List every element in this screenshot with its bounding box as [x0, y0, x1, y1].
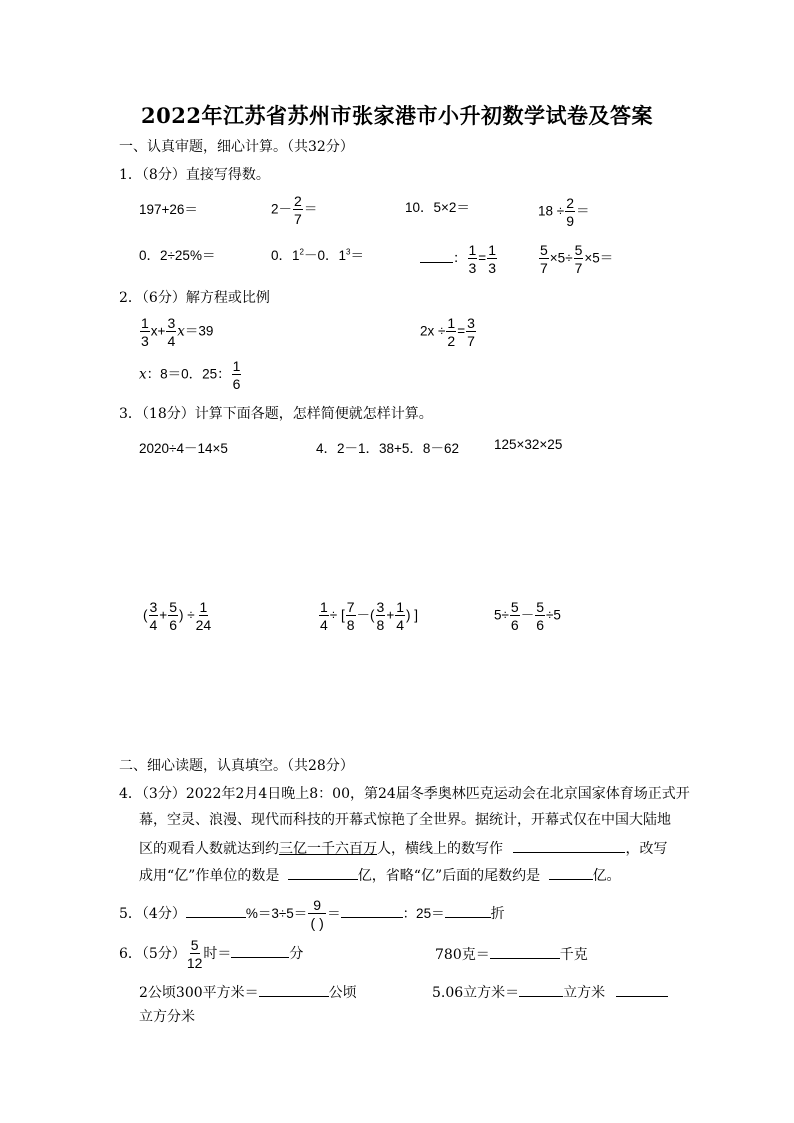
section-1-heading: 一、认真审题，细心计算。（共32分） [119, 139, 354, 155]
q1-item-d [538, 196, 589, 228]
denominator: 6 [510, 617, 519, 633]
q1-item-c: 10．5×2＝ [405, 200, 470, 215]
q3-item-5 [318, 600, 418, 632]
fraction [539, 243, 549, 275]
text: 2x ÷ [420, 323, 446, 339]
fraction [196, 600, 212, 632]
text: ＝ [327, 906, 341, 921]
q1-item-a: 197+26＝ [139, 202, 198, 217]
text: 亿，省略“亿”后面的尾数约是 [357, 868, 541, 884]
numerator: 1 [396, 599, 404, 615]
text: 0．1 [271, 248, 300, 263]
text: 2－ [271, 201, 293, 217]
answer-blank[interactable] [288, 865, 358, 880]
text: ) ÷ [178, 607, 195, 623]
denominator: 4 [167, 333, 176, 349]
text: ：25＝ [402, 906, 445, 921]
text: 5.06立方米＝ [432, 985, 520, 1001]
numerator: 5 [510, 599, 519, 615]
text: ÷ [ [329, 607, 345, 623]
q2-equation-3 [139, 359, 242, 391]
text: ＝ [350, 248, 364, 263]
fraction [293, 194, 303, 226]
denominator: 4 [320, 617, 328, 633]
denominator: 7 [540, 260, 548, 276]
question-3-label: 3．（18分）计算下面各题，怎样简便就怎样计算。 [119, 406, 433, 422]
numerator: 3 [167, 315, 176, 331]
answer-blank[interactable] [519, 982, 563, 997]
text: ＝39 [184, 323, 214, 339]
text: ：8＝0．25： [146, 366, 231, 382]
page-title: 2022年江苏省苏州市张家港市小升初数学试卷及答案 [141, 103, 653, 128]
denominator: 6 [169, 617, 177, 633]
text: ，改写 [625, 841, 668, 857]
fraction [395, 600, 405, 632]
denominator: 8 [346, 617, 355, 633]
variable: x [177, 323, 185, 340]
text: 2公顷300平方米＝ [139, 985, 259, 1001]
text: 折 [490, 906, 505, 922]
q3-item-4 [143, 600, 212, 632]
exponent: 2 [299, 247, 304, 257]
q4-line-3 [139, 838, 667, 858]
text: = [478, 250, 487, 266]
denominator: 7 [467, 333, 475, 349]
fraction [168, 600, 178, 632]
denominator: 2 [447, 333, 456, 349]
text: 分 [289, 946, 304, 962]
text: 成用“亿”作单位的数是 [139, 868, 280, 884]
denominator: 3 [141, 333, 149, 349]
denominator: 7 [574, 260, 583, 276]
denominator: 9 [566, 213, 574, 229]
q4-line-1: 4．（3分）2022年2月4日晚上8：00，第24届冬季奥林匹克运动会在北京国家体育场正式开 [119, 786, 690, 802]
text: 千克 [559, 947, 588, 963]
numerator: 1 [141, 315, 149, 331]
fraction [166, 316, 176, 348]
q1-item-f [271, 244, 364, 264]
text: %＝3÷5＝ [245, 906, 308, 921]
numerator: 3 [467, 315, 475, 331]
q2-equation-1 [139, 316, 213, 348]
text: = [457, 323, 466, 339]
text: + [159, 607, 168, 623]
answer-blank[interactable] [259, 982, 329, 997]
text: 时＝ [203, 946, 232, 962]
fraction [487, 243, 497, 275]
fraction [346, 600, 356, 632]
numerator: 2 [566, 195, 574, 211]
text: －( [356, 607, 375, 623]
question-6-b [435, 944, 588, 964]
numerator: 9 [308, 898, 326, 914]
denominator: 7 [294, 211, 302, 227]
denominator: 12 [186, 955, 203, 971]
question-6-a [119, 938, 303, 970]
fraction [308, 898, 326, 930]
text: ＝ [303, 201, 318, 217]
question-1-label: 1．（8分）直接写得数。 [119, 167, 270, 183]
section-2-heading: 二、细心读题，认真填空。（共28分） [119, 758, 354, 774]
text: 18 ÷ [538, 203, 565, 219]
q1-item-g [420, 243, 498, 275]
denominator-blank[interactable]: ( ) [310, 915, 324, 931]
fraction [565, 196, 575, 228]
numerator: 1 [232, 358, 241, 374]
numerator: 1 [199, 599, 208, 615]
answer-blank[interactable] [549, 865, 593, 880]
exponent: 3 [346, 247, 351, 257]
text: 区的观看人数就达到约 [139, 841, 279, 857]
numerator: 1 [488, 242, 496, 258]
q4-line-4 [139, 865, 621, 885]
question-6-d [432, 982, 668, 1002]
numerator: 7 [346, 599, 355, 615]
question-5 [119, 898, 505, 930]
fraction [535, 600, 545, 632]
fraction [466, 316, 476, 348]
text: ( [143, 607, 148, 623]
denominator: 4 [149, 617, 158, 633]
fraction [446, 316, 456, 348]
text: 5．（4分） [119, 906, 186, 922]
q1-item-h [538, 243, 613, 275]
question-2-label: 2．（6分）解方程或比例 [119, 290, 270, 306]
answer-blank[interactable] [616, 982, 668, 997]
text: ×5＝ [584, 250, 614, 266]
q3-item-6 [494, 600, 561, 632]
text: 人，横线上的数写作 [377, 841, 503, 857]
underlined-number: 三亿一千六百万 [279, 841, 377, 857]
denominator: 24 [195, 617, 212, 633]
text: －0．1 [303, 248, 347, 263]
text: ÷5 [546, 607, 561, 623]
numerator: 3 [376, 599, 385, 615]
q1-item-b [271, 194, 317, 226]
numerator: 5 [190, 937, 199, 953]
variable: x [139, 366, 147, 383]
q4-line-2: 幕，空灵、浪漫、现代而科技的开幕式惊艳了全世界。据统计，开幕式仅在中国大陆地 [139, 812, 671, 828]
question-6-d-unit: 立方分米 [139, 1009, 195, 1025]
numerator: 3 [149, 599, 158, 615]
fraction [140, 316, 150, 348]
text: 公顷 [328, 985, 357, 1001]
numerator: 5 [574, 242, 583, 258]
numerator: 5 [540, 242, 548, 258]
denominator: 3 [488, 260, 496, 276]
text: 6．（5分） [119, 946, 186, 962]
text: 780克＝ [435, 947, 490, 963]
text: + [386, 607, 395, 623]
answer-blank[interactable] [490, 944, 560, 959]
numerator: 1 [468, 242, 477, 258]
answer-blank[interactable] [186, 903, 246, 918]
fraction [376, 600, 386, 632]
numerator: 1 [320, 599, 328, 615]
q3-item-2: 4．2－1．38+5．8－62 [316, 441, 459, 456]
text: x+ [150, 323, 166, 339]
answer-blank[interactable] [231, 943, 289, 958]
fraction [149, 600, 159, 632]
text: 5÷ [494, 607, 509, 623]
fraction [232, 359, 242, 391]
denominator: 8 [376, 617, 385, 633]
q3-item-1: 2020÷4－14×5 [139, 441, 228, 456]
text: ： [453, 250, 467, 266]
text: ＝ [575, 203, 590, 219]
q3-item-3: 125×32×25 [494, 437, 563, 452]
numerator: 2 [294, 193, 302, 209]
answer-blank[interactable] [420, 248, 453, 263]
fraction [319, 600, 329, 632]
denominator: 4 [396, 617, 404, 633]
text: ×5÷ [549, 250, 573, 266]
text: 亿。 [592, 868, 621, 884]
fraction [510, 600, 520, 632]
fraction [468, 243, 478, 275]
denominator: 6 [232, 376, 241, 392]
question-6-c [139, 982, 357, 1002]
numerator: 5 [169, 599, 177, 615]
text: 立方米 [563, 985, 606, 1001]
denominator: 3 [468, 260, 477, 276]
numerator: 1 [447, 315, 456, 331]
fraction [187, 938, 203, 970]
numerator: 5 [536, 599, 545, 615]
answer-blank[interactable] [513, 838, 625, 853]
answer-blank[interactable] [341, 903, 403, 918]
text: ) ] [406, 607, 418, 623]
answer-blank[interactable] [445, 903, 491, 918]
denominator: 6 [536, 617, 545, 633]
q1-item-e: 0．2÷25%＝ [139, 248, 216, 263]
fraction [574, 243, 584, 275]
q2-equation-2 [420, 316, 477, 348]
text: － [520, 607, 535, 623]
